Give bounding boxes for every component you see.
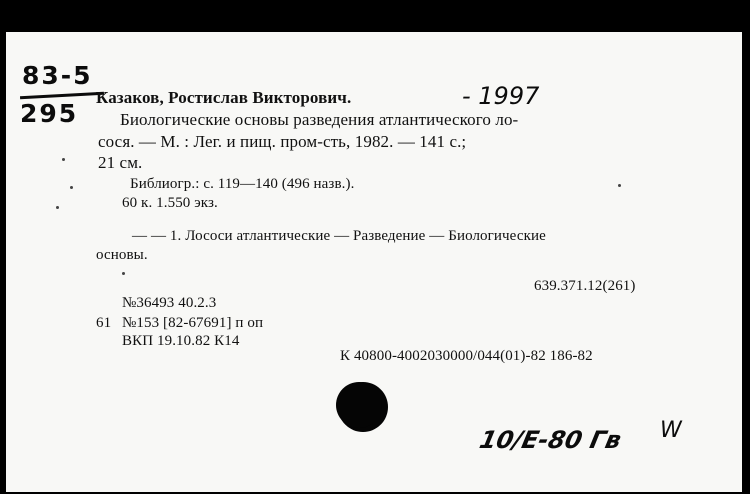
ink-blot bbox=[336, 382, 382, 428]
bibliography-note: Библиогр.: с. 119—140 (496 назв.). bbox=[130, 176, 355, 192]
call-number-bottom: 295 bbox=[20, 99, 79, 128]
scan-speck bbox=[618, 184, 621, 187]
publisher-code: К 40800-4002030000/044(01)-82 186-82 bbox=[340, 348, 593, 364]
vkp-stamp: ВКП 19.10.82 К14 bbox=[122, 333, 240, 349]
title-line-1: Биологические основы разведения атлантического ло- bbox=[120, 110, 519, 129]
subject-headings-line-2: основы. bbox=[96, 247, 148, 263]
registration-number-1: №36493 40.2.3 bbox=[122, 295, 217, 311]
scan-speck bbox=[56, 206, 59, 209]
call-number-top: 83-5 bbox=[22, 61, 93, 90]
registration-prefix: 61 bbox=[96, 315, 112, 331]
author-name: Казаков, Ростислав Викторович. bbox=[96, 88, 352, 107]
handwritten-bottom-note: 10/E-80 Гв bbox=[477, 426, 624, 454]
price-and-print-run: 60 к. 1.550 экз. bbox=[122, 195, 218, 211]
title-line-2: сося. — М. : Лег. и пищ. пром-сть, 1982. — 141 с.; bbox=[98, 132, 467, 151]
title-line-3: 21 см. bbox=[98, 153, 143, 172]
registration-number-2: №153 [82-67691] п оп bbox=[122, 315, 264, 331]
scan-speck bbox=[70, 186, 73, 189]
scan-speck bbox=[62, 158, 65, 161]
udc-classification: 639.371.12(261) bbox=[534, 278, 636, 294]
subject-headings-line-1: — — 1. Лососи атлантические — Разведение — Биологические bbox=[132, 228, 546, 244]
handwritten-year-note: - 1997 bbox=[462, 82, 540, 110]
scan-speck bbox=[122, 272, 125, 275]
handwritten-initials: W bbox=[660, 418, 682, 443]
